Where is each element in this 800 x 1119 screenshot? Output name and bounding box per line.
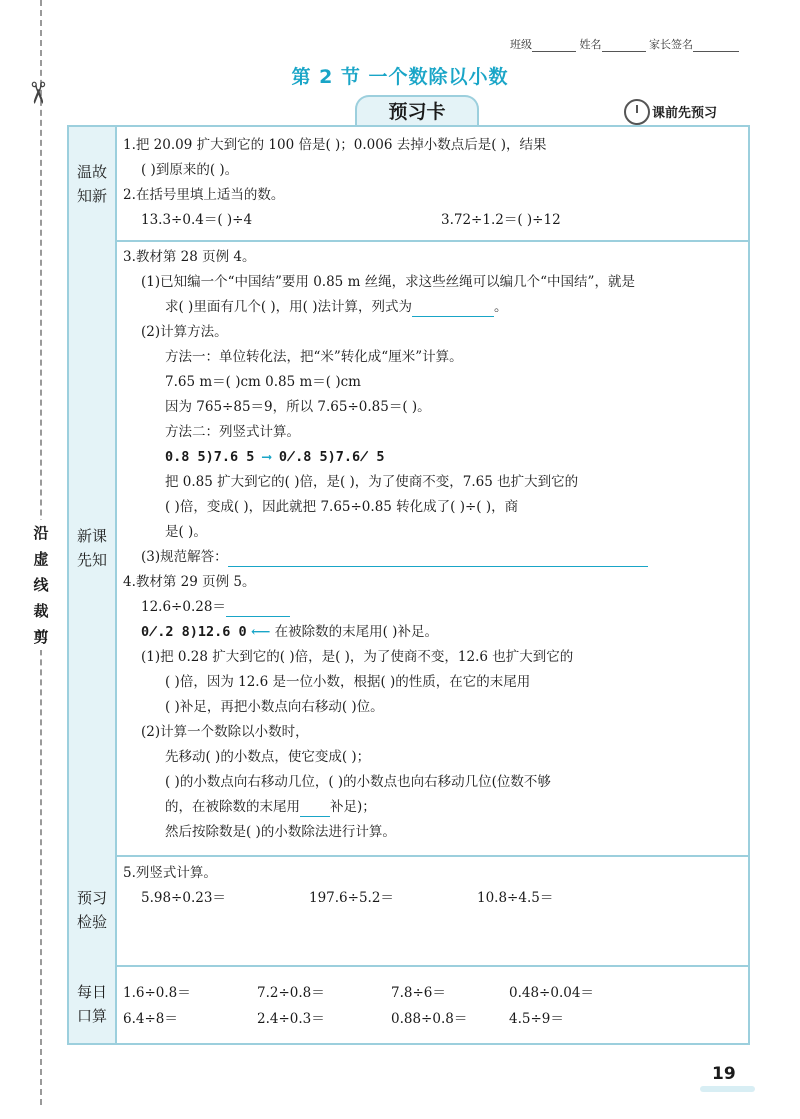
p2-step-4: 然后按除数是( )的小数除法进行计算。 (165, 824, 396, 840)
scissors-icon: ✂ (19, 80, 55, 106)
method-1: 方法一：单位转化法，把“米”转化成“厘米”计算。 (165, 349, 463, 365)
p1-line-3: ( )补足，再把小数点向右移动( )位。 (165, 699, 384, 715)
check-problem-2: 197.6÷5.2＝ (309, 890, 394, 906)
review-equation-1: 13.3÷0.4＝( )÷4 (141, 212, 253, 228)
new-lesson-label: 新课先知 (69, 240, 117, 855)
q1-line-1: (1)已知编一个“中国结”要用 0.85 m 丝绳，求这些丝绳可以编几个“中国结”，就是 (141, 274, 635, 290)
parent-signature-label: 家长签名 (649, 38, 693, 51)
student-info-header (510, 36, 739, 52)
name-blank[interactable] (602, 41, 646, 52)
q1-line-2: 求( )里面有几个( )，用( )法计算，列式为 。 (165, 299, 508, 315)
q3-solution: (3)规范解答： (141, 547, 648, 567)
alarm-clock-icon (624, 99, 650, 125)
daily-item-5: 6.4÷8＝ (123, 1011, 178, 1027)
daily-item-3: 7.8÷6＝ (391, 985, 446, 1001)
example-4-heading: 3.教材第 28 页例 4。 (123, 249, 256, 265)
page-number-decoration (700, 1086, 755, 1092)
transform-line-3: 是( )。 (165, 524, 207, 540)
long-division-example-4 (165, 447, 385, 467)
daily-item-4: 0.48÷0.04＝ (509, 985, 594, 1001)
method-2: 方法二：列竖式计算。 (165, 424, 300, 440)
transform-line-2: ( )倍，变成( )，因此就把 7.65÷0.85 转化成了( )÷( )，商 (165, 499, 519, 515)
division-transformed: 0̸.8 5)7.6̸ 5 (278, 449, 385, 465)
new-lesson-row (69, 240, 748, 857)
name-label: 姓名 (579, 38, 602, 51)
p2-step-3: 的，在被除数的末尾用 补足)； (165, 799, 376, 815)
review-row (69, 127, 748, 242)
review-line-3: 2.在括号里填上适当的数。 (123, 187, 285, 203)
daily-row (69, 965, 748, 1043)
p2-heading: (2)计算一个数除以小数时， (141, 724, 309, 740)
quotient-blank[interactable] (226, 600, 290, 617)
check-label: 预习检验 (69, 855, 117, 965)
daily-item-8: 4.5÷9＝ (509, 1011, 564, 1027)
review-equation-2: 3.72÷1.2＝( )÷12 (441, 212, 561, 228)
arrow-right-icon: ⟶ (262, 449, 271, 465)
check-row (69, 855, 748, 967)
cut-instruction: 沿虚线裁剪 (30, 520, 52, 650)
unit-conversion: 7.65 m＝( )cm 0.85 m＝( )cm (165, 374, 361, 390)
page-number: 19 (712, 1064, 736, 1084)
division-with-zero: 0̸.2 8)12.6 0 (141, 624, 247, 640)
daily-item-1: 1.6÷0.8＝ (123, 985, 191, 1001)
transform-line-1: 把 0.85 扩大到它的( )倍，是( )，为了使商不变，7.65 也扩大到它的 (165, 474, 579, 490)
review-line-1: 1.把 20.09 扩大到它的 100 倍是( )；0.006 去掉小数点后是( )，结果 (123, 137, 547, 153)
method-1-result: 因为 765÷85＝9，所以 7.65÷0.85＝( )。 (165, 399, 431, 415)
check-problem-1: 5.98÷0.23＝ (141, 890, 226, 906)
p1-line-1: (1)把 0.28 扩大到它的( )倍，是( )，为了使商不变，12.6 也扩大到它的 (141, 649, 574, 665)
division-original: 0.8 5)7.6 5 (165, 449, 255, 465)
q2-heading: (2)计算方法。 (141, 324, 228, 340)
class-blank[interactable] (532, 41, 576, 52)
p1-line-2: ( )倍，因为 12.6 是一位小数，根据( )的性质，在它的末尾用 (165, 674, 531, 690)
daily-item-2: 7.2÷0.8＝ (257, 985, 325, 1001)
daily-item-7: 0.88÷0.8＝ (391, 1011, 468, 1027)
formula-blank[interactable] (412, 300, 494, 317)
fill-blank[interactable] (300, 800, 330, 817)
daily-label: 每日口算 (69, 965, 117, 1043)
long-division-example-5 (141, 622, 438, 642)
class-label: 班级 (510, 38, 532, 51)
parent-signature-blank[interactable] (693, 41, 739, 52)
section-title: 第 2 节 一个数除以小数 (291, 66, 509, 88)
example-5-equation: 12.6÷0.28＝ (141, 597, 290, 617)
example-5-heading: 4.教材第 29 页例 5。 (123, 574, 256, 590)
arrow-left-icon: ⟵ (250, 624, 271, 640)
p2-step-2: ( )的小数点向右移动几位，( )的小数点也向右移动几位(位数不够 (165, 774, 551, 790)
worksheet-table (67, 125, 750, 1045)
review-label: 温故知新 (69, 127, 117, 240)
preview-badge: 课前先预习 (652, 106, 718, 121)
p2-step-1: 先移动( )的小数点，使它变成( )； (165, 749, 371, 765)
daily-item-6: 2.4÷0.3＝ (257, 1011, 325, 1027)
review-line-2: ( )到原来的( )。 (141, 162, 239, 178)
check-heading: 5.列竖式计算。 (123, 865, 217, 881)
solution-blank[interactable] (228, 550, 648, 567)
zero-fill-note: 在被除数的末尾用( )补足。 (274, 624, 438, 640)
check-problem-3: 10.8÷4.5＝ (477, 890, 554, 906)
card-title: 预习卡 (355, 95, 479, 127)
